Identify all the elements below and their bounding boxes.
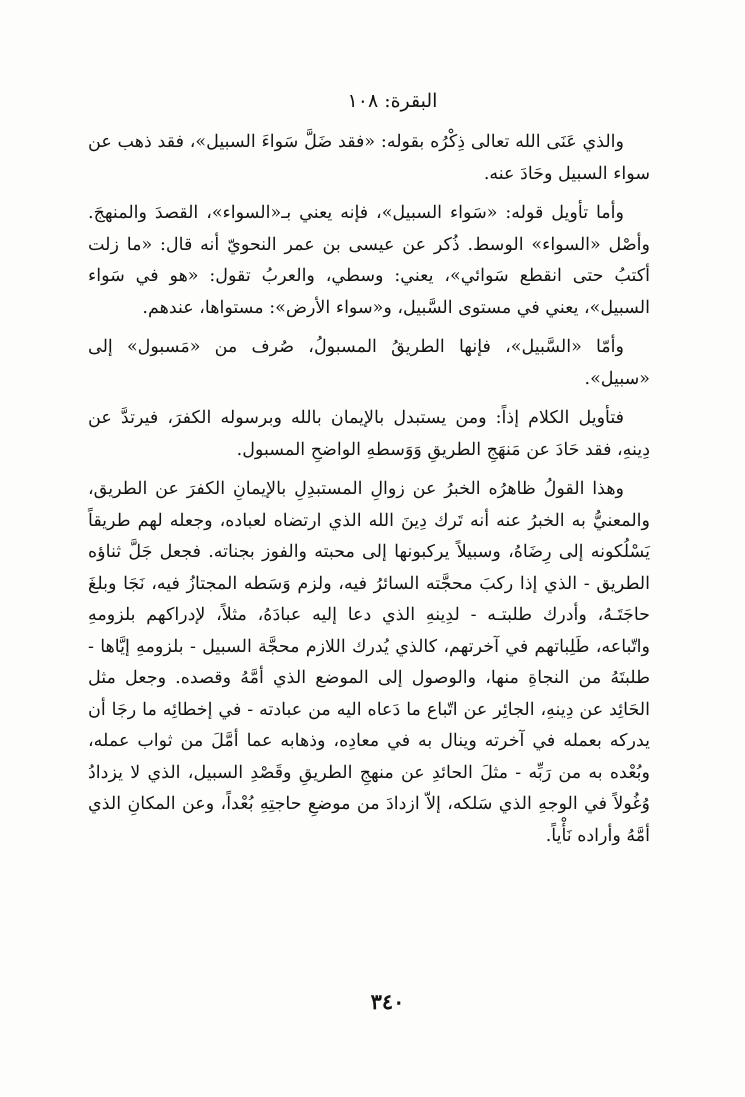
- paragraph: وهذا القولُ ظاهرُه الخبرُ عن زوالِ المستبدِلِ بالإيمانِ الكفرَ عن الطريق، والمعنيُّ به الخبرُ عنه أنه تَرك دِينَ الله الذي ارتضاه لعباده، وجعله لهم طريقاً يَسْلُكونه إلى رِضَاهُ، وسبيلاً يركبونها إلى محبته والفوز بجناته. فجعل جَلَّ ثناؤه الطريق - الذي إذا ركبَ محجَّته السائرُ فيه، ولزم وَسَطه المجتازُ فيه، نَجَا وبلغَ حاجَتَـهُ، وأدرك طلبتـه - لدِينهِ الذي دعا إليه عبادَهُ، مثلاً، لإدراكهم بلزومهِ واتّباعه، طَلِباتهم في آخرتهم، كالذي يُدرك اللازم محجَّة السبيل - بلزومهِ إيَّاها - طلبتَهُ من النجاةِ منها، والوصول إلى الموضع الذي أمَّهُ وقصده. وجعل مثل الحَائِد عن دِينهِ، الجائِر عن اتّباع ما دَعاه اليه من عبادته - في إخطائِه ما رجَا أن يدركه بعمله في آخرته وينال به في معادِه، وذهابه عما أمَّلَ من ثواب عمله، وبُعْده به من رَبِّه - مثلَ الحائدِ عن منهجِ الطريقِ وقَصْدِ السبيل، الذي لا يزدادُ وُغُولاً في الوجهِ الذي سَلكه، إلاّ ازدادَ من موضعِ حاجتِهِ بُعْداً، وعن المكانِ الذي أمَّهُ وأراده نَأْياً.: [88, 479, 650, 846]
- paragraph: وأمّا «السَّبيل»، فإنها الطريقُ المسبولُ، صُرف من «مَسبول» إلى «سبيل».: [88, 337, 650, 389]
- page-number-footer: [0, 988, 745, 1016]
- running-title: البقرة: ١٠٨: [347, 90, 438, 112]
- body-text: [88, 127, 650, 860]
- paragraph: وأما تأويل قوله: «سَواء السبيل»، فإنه يعني بـ«السواء»، القصدَ والمنهجَ. وأصْل «السواء» الوسط. ذُكر عن عيسى بن عمر النحويّ أنه قال: «ما زلت أكتبُ حتى انقطع سَوائي»، يعني: وسطي، والعربُ تقول: «هو في سَواء السبيل»، يعني في مستوى السَّبيل، و«سواء الأرض»: مستواها، عندهم.: [88, 203, 650, 318]
- page-number: ٣٤٠: [370, 989, 405, 1014]
- paragraph: والذي عَنَى الله تعالى ذِكْرُه بقوله: «فقد ضَلَّ سَواءَ السبيل»، فقد ذهب عن سواء السبيل وحَادَ عنه.: [88, 132, 650, 184]
- running-header: [0, 88, 745, 114]
- paragraph: فتأويل الكلام إذاً: ومن يستبدل بالإيمان بالله وبرسوله الكفرَ، فيرتدَّ عن دِينهِ، فقد حَادَ عن مَنهَجِ الطريقِ وَوَسطهِ الواضحِ المسبول.: [88, 408, 650, 460]
